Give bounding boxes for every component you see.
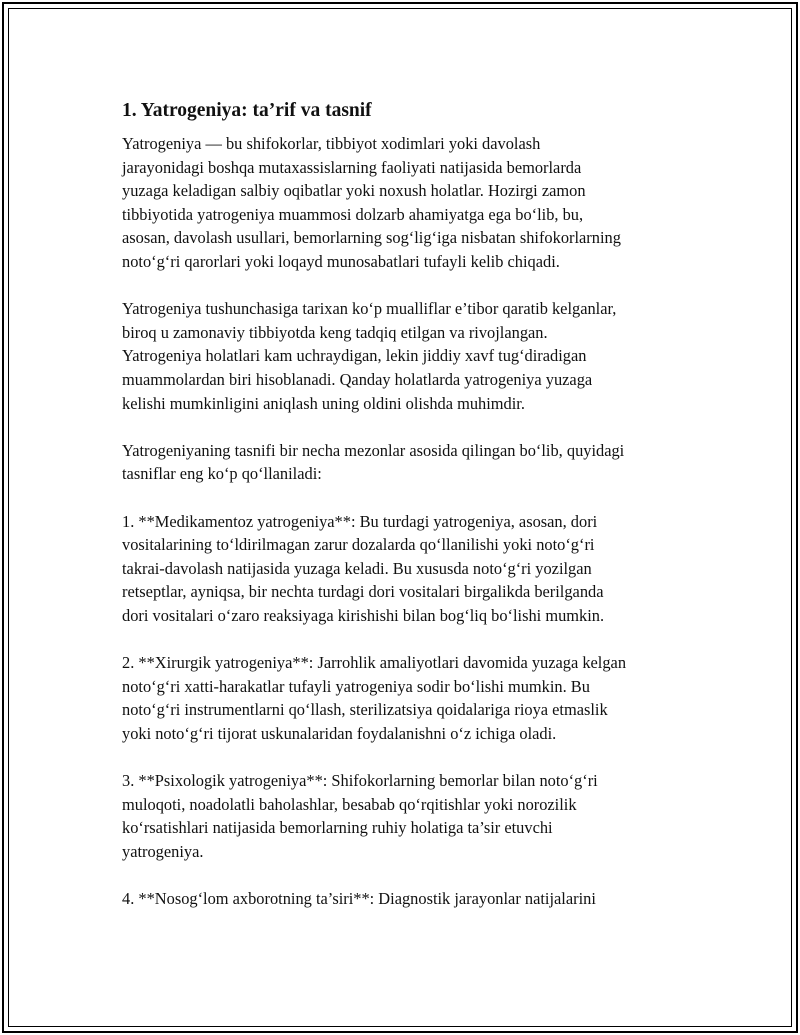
text-line: 1. **Medikamentoz yatrogeniya**: Bu turdagi yatrogeniya, asosan, dori [122,511,598,531]
text-line: Yatrogeniya holatlari kam uchraydigan, lekin jiddiy xavf tug‘diradigan [122,346,587,366]
text-line: asosan, davolash usullari, bemorlarning sog‘lig‘iga nisbatan shifokorlarning [122,228,621,248]
text-line: yatrogeniya. [122,841,204,861]
text-line: vositalarining to‘ldirilmagan zarur dozalarda qo‘llanilishi yoki noto‘g‘ri [122,535,595,555]
text-line: muammolardan biri hisoblanadi. Qanday holatlarda yatrogeniya yuzaga [122,369,593,389]
text-line: kelishi mumkinligini aniqlash uning oldini olishda muhimdir. [122,393,525,413]
text-line: biroq u zamonaviy tibbiyotda keng tadqiq etilgan va rivojlangan. [122,322,548,342]
list-item-medikamentoz [122,510,702,628]
text-line: Yatrogeniya — bu shifokorlar, tibbiyot xodimlari yoki davolash [122,134,541,153]
paragraph-classification-intro [122,439,702,486]
list-item-xirurgik [122,651,702,745]
section-title: 1. Yatrogeniya: ta’rif va tasnif [122,100,372,121]
text-line: retseptlar, ayniqsa, bir nechta turdagi dori vositalari birgalikda berilganda [122,582,604,602]
text-line: tibbiyotida yatrogeniya muammosi dolzarb ahamiyatga ega bo‘lib, bu, [122,204,584,224]
text-line: noto‘g‘ri xatti-harakatlar tufayli yatrogeniya sodir bo‘lishi mumkin. Bu [122,676,590,696]
text-line: yoki noto‘g‘ri tijorat uskunalaridan foydalanishni o‘z ichiga oladi. [122,723,557,743]
text-line: muloqoti, noadolatli baholashlar, besabab qo‘rqitishlar yoki norozilik [122,794,577,814]
text-line: Yatrogeniyaning tasnifi bir necha mezonlar asosida qilingan bo‘lib, quyidagi [122,440,625,460]
document-page [2,2,798,1033]
text-line: ko‘rsatishlari natijasida bemorlarning ruhiy holatiga ta’sir etuvchi [122,818,553,838]
paragraph-history [122,297,702,415]
list-item-axborot [122,887,702,911]
paragraph-definition [122,132,702,274]
text-line: 4. **Nosog‘lom axborotning ta’siri**: Diagnostik jarayonlar natijalarini [122,889,596,908]
document-content [122,98,702,934]
text-line: jarayonidagi boshqa mutaxassislarning faoliyati natijasida bemorlarda [122,157,582,177]
text-line: noto‘g‘ri qarorlari yoki loqayd munosabatlari tufayli kelib chiqadi. [122,251,560,271]
text-line: yuzaga keladigan salbiy oqibatlar yoki noxush holatlar. Hozirgi zamon [122,181,586,201]
text-line: dori vositalari o‘zaro reaksiyaga kirishishi bilan bog‘liq bo‘lishi mumkin. [122,605,605,625]
text-line: Yatrogeniya tushunchasiga tarixan ko‘p mualliflar e’tibor qaratib kelganlar, [122,299,617,319]
text-line: tasniflar eng ko‘p qo‘llaniladi: [122,464,322,484]
text-line: 2. **Xirurgik yatrogeniya**: Jarrohlik amaliyotlari davomida yuzaga kelgan [122,653,627,673]
text-line: takrai-davolash natijasida yuzaga keladi. Bu xususda noto‘g‘ri yozilgan [122,558,592,578]
text-line: 3. **Psixologik yatrogeniya**: Shifokorlarning bemorlar bilan noto‘g‘ri [122,771,598,791]
list-item-psixologik [122,769,702,863]
text-line: noto‘g‘ri instrumentlarni qo‘llash, sterilizatsiya qoidalariga rioya etmaslik [122,700,608,720]
